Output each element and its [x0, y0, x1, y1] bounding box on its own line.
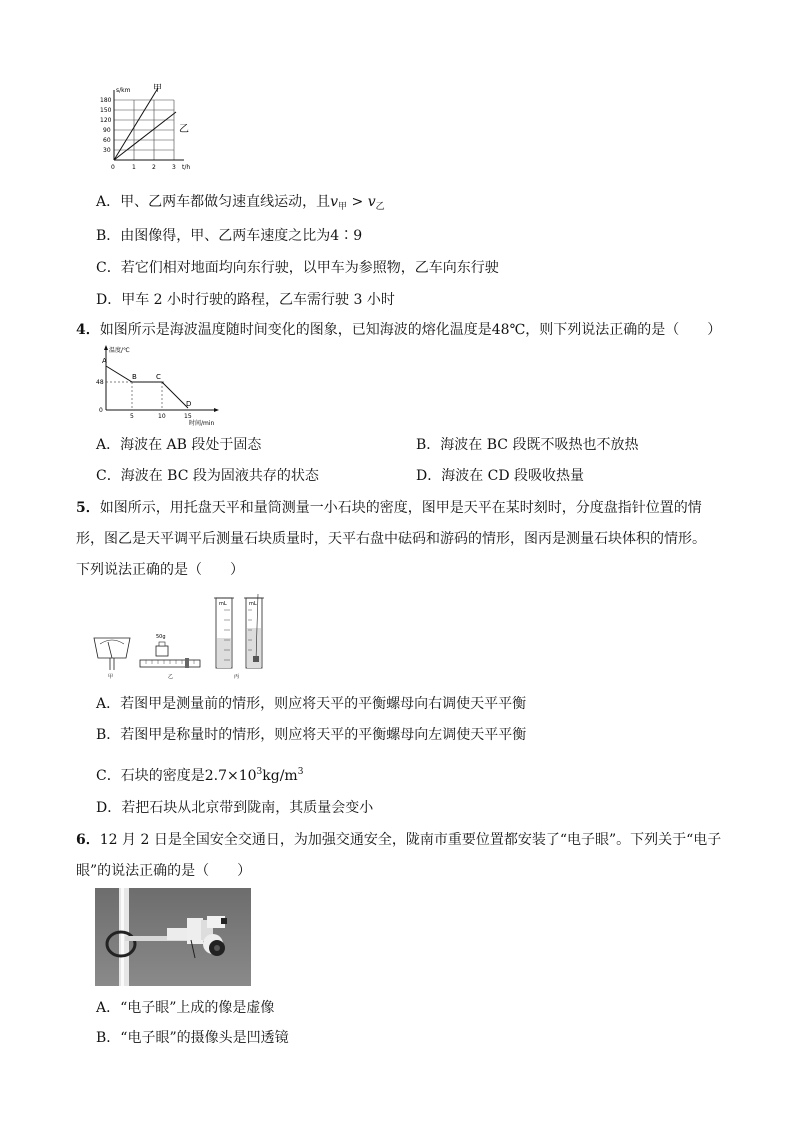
y-tick: 120: [100, 117, 112, 124]
fig-label-jia: 甲: [108, 674, 114, 680]
q4-option-b: B．海波在 BC 段既不吸热也不放热: [416, 437, 639, 453]
y-tick: 60: [103, 137, 111, 144]
y-tick: 48: [96, 379, 104, 386]
st-graph: [96, 80, 206, 175]
y-tick: 150: [100, 107, 112, 114]
balance-cylinder-figure: [90, 590, 290, 680]
q4-option-a: A．海波在 AB 段处于固态: [96, 437, 262, 453]
q4-option-c: C．海波在 BC 段为固液共存的状态: [96, 468, 319, 484]
series-jia-line: [114, 88, 158, 160]
q6-stem-line1: 6．12 月 2 日是全国安全交通日，为加强交通安全，陇南市重要位置都安装了“电子眼”。下列关于“电子: [76, 832, 722, 848]
y-axis-label: s/km: [116, 87, 131, 94]
fig-label-bing: 丙: [234, 674, 240, 680]
x-tick: 2: [152, 164, 156, 171]
point-label-c: C: [156, 373, 161, 381]
q5-option-c: C．石块的密度是$2.7\times 10^3kg/m^3$: [96, 767, 304, 784]
weight-figure: [140, 634, 200, 680]
y-axis-label: 温度/℃: [109, 347, 130, 354]
y-tick: 180: [100, 97, 112, 104]
temperature-graph: [96, 342, 221, 427]
q4-stem: 4．如图所示是海波温度随时间变化的图象，已知海波的熔化温度是48℃，则下列说法正确的是（ ）: [76, 322, 722, 338]
x-tick: 10: [158, 413, 166, 420]
q6-option-b: B．“电子眼”的摄像头是凹透镜: [96, 1030, 289, 1046]
cyl-unit: mL: [219, 601, 227, 607]
q6-option-a: A．“电子眼”上成的像是虚像: [96, 1000, 275, 1016]
q5-stem-line2: 形，图乙是天平调平后测量石块质量时，天平右盘中砝码和游码的情形，图丙是测量石块体积的情形。: [76, 531, 706, 547]
q5-stem-line1: 5．如图所示，用托盘天平和量筒测量一小石块的密度，图甲是天平在某时刻时，分度盘指针位置的情: [76, 500, 702, 516]
series-yi-label: 乙: [179, 124, 189, 135]
weight-label: 50g: [156, 634, 166, 640]
q5-option-b: B．若图甲是称量时的情形，则应将天平的平衡螺母向左调使天平平衡: [96, 727, 527, 743]
x-tick: 0: [111, 164, 115, 171]
q3-option-d: D．甲车 2 小时行驶的路程，乙车需行驶 3 小时: [96, 292, 395, 308]
point-label-b: B: [132, 373, 137, 381]
series-jia-label: 甲: [153, 84, 163, 94]
q6-stem-line2: 眼”的说法正确的是（ ）: [76, 863, 252, 879]
electronic-eye-photo: [95, 888, 251, 986]
temperature-curve: [106, 366, 188, 408]
x-tick: 3: [172, 164, 176, 171]
x-tick: 1: [132, 164, 136, 171]
x-tick: 5: [130, 413, 134, 420]
cyl-unit: mL: [249, 601, 257, 607]
dial-figure: [94, 638, 130, 680]
y-tick: 30: [103, 147, 111, 154]
y-tick: 90: [103, 127, 111, 134]
point-label-d: D: [186, 400, 192, 408]
q4-option-d: D．海波在 CD 段吸收热量: [416, 468, 585, 484]
q5-option-a: A．若图甲是测量前的情形，则应将天平的平衡螺母向右调使天平平衡: [96, 696, 527, 712]
q3-option-a: A．甲、乙两车都做匀速直线运动，且$v_甲 > v_乙$: [96, 194, 385, 212]
x-axis-label: t/h: [182, 164, 191, 171]
q5-stem-line3: 下列说法正确的是（ ）: [76, 562, 244, 578]
series-yi-line: [114, 112, 176, 160]
origin-tick: 0: [99, 407, 103, 414]
q3-option-b: B．由图像得，甲、乙两车速度之比为4∶9: [96, 228, 363, 244]
q5-option-d: D．若把石块从北京带到陇南，其质量会变小: [96, 800, 374, 816]
cylinder-figure: [214, 594, 264, 680]
point-label-a: A: [102, 357, 107, 365]
q3-option-c: C．若它们相对地面均向东行驶，以甲车为参照物，乙车向东行驶: [96, 260, 499, 276]
x-axis-label: 时间/min: [189, 420, 215, 427]
fig-label-yi: 乙: [168, 674, 174, 680]
x-tick: 15: [184, 413, 192, 420]
